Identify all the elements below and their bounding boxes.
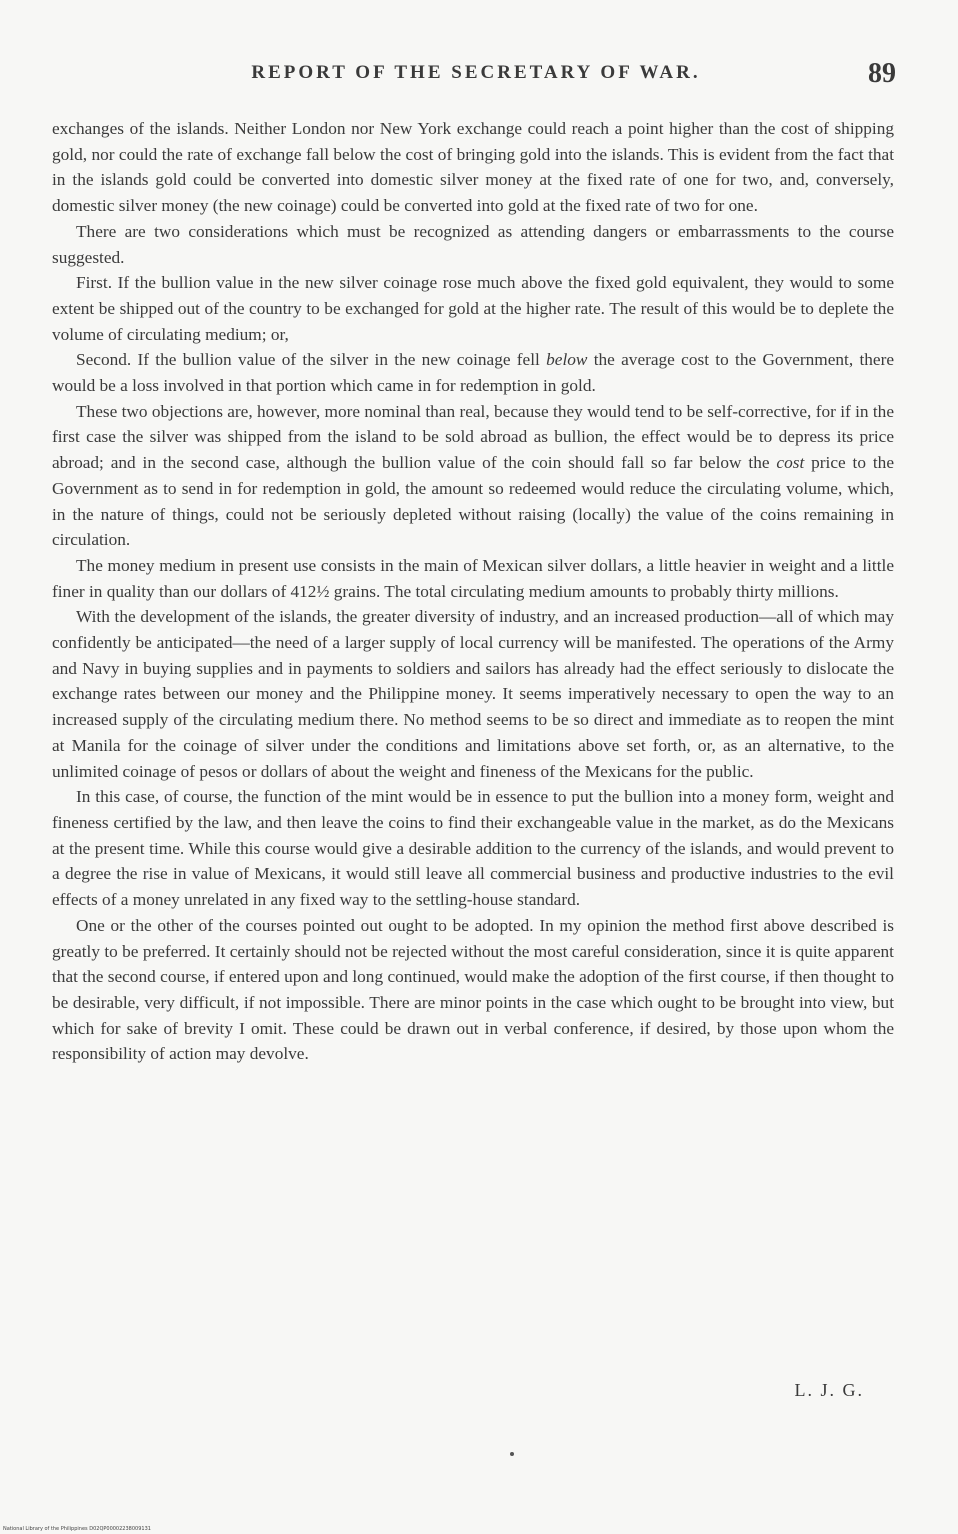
text-run: Second. If the bullion value of the silver in the new coinage fell bbox=[76, 350, 547, 370]
report-body bbox=[52, 116, 894, 1067]
paragraph bbox=[52, 553, 894, 604]
paragraph bbox=[52, 784, 894, 913]
paragraph bbox=[52, 270, 894, 347]
text-run: the average cost to the Government, there would be a loss involved in that portion which came in for redemption in gold. bbox=[52, 350, 894, 396]
italic-word: below bbox=[546, 350, 588, 370]
ink-speck bbox=[510, 1452, 514, 1456]
paragraph bbox=[52, 913, 894, 1067]
paragraph bbox=[52, 399, 894, 553]
text-run: These two objections are, however, more nominal than real, because they would tend to be self-corrective, for if in the first case the silver was shipped from the island to be sold abroad as bullion, the effect would be to depress its price abroad; and in the second case, although the bullion value of the coin should fall so far below the bbox=[52, 401, 894, 473]
text-run: There are two considerations which must be recognized as attending dangers or embarrassments to the course suggested. bbox=[52, 221, 894, 267]
text-run: price to the Government as to send in for redemption in gold, the amount so redeemed would reduce the circulating volume, which, in the nature of things, could not be seriously depleted without raising (locally) the value of the coins remaining in circulation. bbox=[52, 453, 894, 550]
text-run: First. If the bullion value in the new silver coinage rose much above the fixed gold equivalent, they would to some extent be shipped out of the country to be exchanged for gold at the higher rate. The result of this would be to deplete the volume of circulating medium; or, bbox=[52, 273, 894, 344]
paragraph bbox=[52, 347, 894, 398]
page-number: 89 bbox=[868, 58, 896, 89]
text-run: exchanges of the islands. Neither London nor New York exchange could reach a point higher than the cost of shipping gold, nor could the rate of exchange fall below the cost of bringing gold into the islands. This is evident from the fact that in the islands gold could be converted into domestic silver money at the fixed rate of one for two, and, conversely, domestic silver money (the new coinage) could be converted into gold at the fixed rate of two for one. bbox=[52, 119, 894, 216]
text-run: One or the other of the courses pointed out ought to be adopted. In my opinion the method first above described is greatly to be preferred. It certainly should not be rejected without the most careful consideration, since it is quite apparent that the second course, if entered upon and long continued, would make the adoption of the first course, if then thought to be desirable, very difficult, if not impossible. There are minor points in the case which ought to be brought into view, but which for sake of brevity I omit. These could be drawn out in verbal conference, if desired, by those upon whom the responsibility of action may devolve. bbox=[52, 915, 894, 1064]
paragraph bbox=[52, 116, 894, 219]
text-run: In this case, of course, the function of the mint would be in essence to put the bullion into a money form, weight and fineness certified by the law, and then leave the coins to find their exchangeable value in the market, as do the Mexicans at the present time. While this course would give a desirable addition to the currency of the islands, and would prevent to a degree the rise in value of Mexicans, it would still leave all commercial business and productive industries to the evil effects of a money unrelated in any fixed way to the settling-house standard. bbox=[52, 787, 894, 910]
italic-word: cost bbox=[776, 453, 805, 473]
text-run: The money medium in present use consists in the main of Mexican silver dollars, a little heavier in weight and a little finer in quality than our dollars of 412½ grains. The total circulating medium amounts to probably thirty millions. bbox=[52, 555, 894, 601]
page-header bbox=[56, 58, 896, 98]
paragraph bbox=[52, 219, 894, 270]
signature-initials: L. J. G. bbox=[794, 1380, 864, 1400]
scan-credit: National Library of the Philippines D02QP00002238009131 bbox=[3, 1526, 151, 1532]
running-head: REPORT OF THE SECRETARY OF WAR. bbox=[251, 62, 701, 83]
text-run: With the development of the islands, the greater diversity of industry, and an increased production—all of which may confidently be anticipated—the need of a larger supply of local currency will be manifested. The operations of the Army and Navy in buying supplies and in payments to soldiers and sailors has already had the effect seriously to dislocate the exchange rates between our money and the Philippine money. It seems imperatively necessary to open the way to an increased supply of the circulating medium there. No method seems to be so direct and immediate as to reopen the mint at Manila for the coinage of silver under the conditions and limitations above set forth, or, as an alternative, to the unlimited coinage of pesos or dollars of about the weight and fineness of the Mexicans for the public. bbox=[52, 607, 894, 781]
paragraph bbox=[52, 604, 894, 784]
